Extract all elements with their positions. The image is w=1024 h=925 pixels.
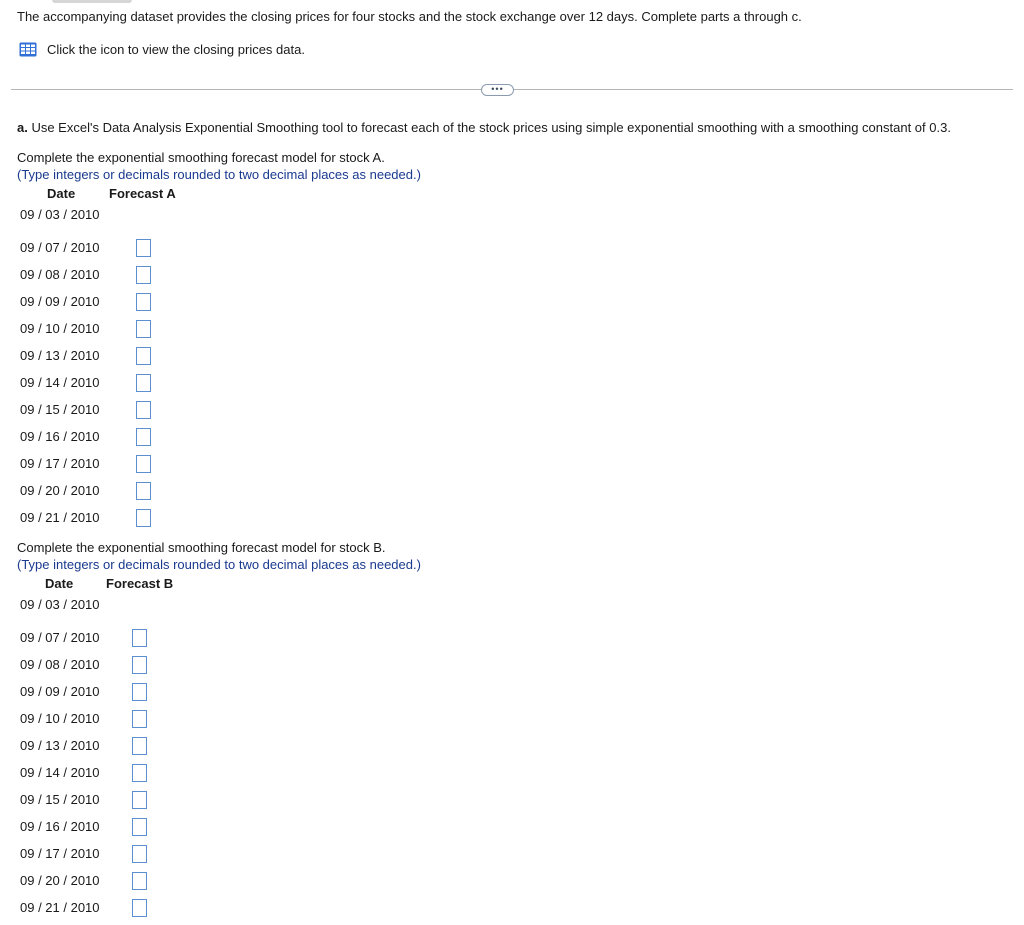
section-a-instruction: Complete the exponential smoothing forecast model for stock A.: [17, 150, 385, 165]
date-cell: 09 / 09 / 2010: [20, 684, 100, 699]
date-cell: 09 / 08 / 2010: [20, 657, 100, 672]
date-cell: 09 / 14 / 2010: [20, 375, 100, 390]
view-data-link[interactable]: [19, 42, 305, 57]
date-cell: 09 / 13 / 2010: [20, 348, 100, 363]
forecast-b-input[interactable]: [132, 656, 147, 674]
more-button[interactable]: [481, 84, 514, 96]
date-cell: 09 / 15 / 2010: [20, 792, 100, 807]
table-row: [20, 288, 151, 315]
table-row: [20, 234, 151, 261]
forecast-a-input[interactable]: [136, 509, 151, 527]
date-cell: 09 / 16 / 2010: [20, 429, 100, 444]
date-cell: 09 / 09 / 2010: [20, 294, 100, 309]
table-row: [20, 369, 151, 396]
col-header-date: Date: [45, 576, 74, 591]
date-cell: 09 / 14 / 2010: [20, 765, 100, 780]
part-a-text: Use Excel's Data Analysis Exponential Smoothing tool to forecast each of the stock prices using simple exponential smoothing with a smoothing constant of 0.3.: [27, 120, 951, 135]
forecast-b-input[interactable]: [132, 872, 147, 890]
table-row: [20, 651, 147, 678]
section-b-instructions: [17, 539, 421, 573]
table-row: [20, 705, 147, 732]
date-cell: 09 / 16 / 2010: [20, 819, 100, 834]
intro-text: The accompanying dataset provides the closing prices for four stocks and the stock exchange over 12 days. Complete parts a through c.: [17, 9, 802, 24]
table-row: [20, 396, 151, 423]
date-cell: 09 / 21 / 2010: [20, 900, 100, 915]
more-dots: •••: [491, 83, 504, 94]
forecast-b-input[interactable]: [132, 629, 147, 647]
date-cell: 09 / 03 / 2010: [20, 207, 100, 222]
forecast-b-input[interactable]: [132, 683, 147, 701]
table-row: [20, 504, 151, 531]
forecast-b-input[interactable]: [132, 737, 147, 755]
forecast-b-input[interactable]: [132, 899, 147, 917]
table-row: [20, 786, 147, 813]
top-tab-indicator: [52, 0, 132, 3]
date-cell: 09 / 10 / 2010: [20, 321, 100, 336]
forecast-b-input[interactable]: [132, 845, 147, 863]
forecast-b-input[interactable]: [132, 818, 147, 836]
date-cell: 09 / 15 / 2010: [20, 402, 100, 417]
table-row: [20, 813, 147, 840]
date-cell: 09 / 07 / 2010: [20, 240, 100, 255]
date-cell: 09 / 20 / 2010: [20, 873, 100, 888]
date-cell: 09 / 03 / 2010: [20, 597, 100, 612]
forecast-a-input[interactable]: [136, 428, 151, 446]
table-row: [20, 477, 151, 504]
table-row: [20, 423, 151, 450]
section-a-instructions: [17, 149, 421, 183]
forecast-b-input[interactable]: [132, 764, 147, 782]
table-row: [20, 624, 147, 651]
section-b-hint: (Type integers or decimals rounded to two decimal places as needed.): [17, 557, 421, 572]
col-header-forecast-b: Forecast B: [106, 576, 174, 591]
forecast-a-input[interactable]: [136, 455, 151, 473]
part-a-label: a.: [17, 120, 28, 135]
table-row: [20, 867, 147, 894]
table-row: [20, 732, 147, 759]
col-header-date: Date: [47, 186, 76, 201]
forecast-a-input[interactable]: [136, 266, 151, 284]
forecast-a-input[interactable]: [136, 320, 151, 338]
part-a-question: [17, 120, 951, 135]
table-icon[interactable]: [19, 42, 37, 57]
date-cell: 09 / 13 / 2010: [20, 738, 100, 753]
date-cell: 09 / 07 / 2010: [20, 630, 100, 645]
table-row: [20, 315, 151, 342]
date-cell: 09 / 17 / 2010: [20, 846, 100, 861]
date-cell: 09 / 20 / 2010: [20, 483, 100, 498]
table-row: [20, 201, 136, 228]
table-row: [20, 591, 132, 618]
table-row: [20, 840, 147, 867]
forecast-b-input[interactable]: [132, 710, 147, 728]
table-row: [20, 450, 151, 477]
table-row: [20, 759, 147, 786]
table-row: [20, 342, 151, 369]
forecast-a-input[interactable]: [136, 374, 151, 392]
table-row: [20, 261, 151, 288]
section-a-hint: (Type integers or decimals rounded to two decimal places as needed.): [17, 167, 421, 182]
date-cell: 09 / 21 / 2010: [20, 510, 100, 525]
table-row: [20, 678, 147, 705]
forecast-b-input[interactable]: [132, 791, 147, 809]
section-b-instruction: Complete the exponential smoothing forecast model for stock B.: [17, 540, 386, 555]
date-cell: 09 / 17 / 2010: [20, 456, 100, 471]
view-data-label[interactable]: Click the icon to view the closing prices data.: [47, 42, 305, 57]
date-cell: 09 / 10 / 2010: [20, 711, 100, 726]
forecast-a-input[interactable]: [136, 347, 151, 365]
forecast-a-input[interactable]: [136, 239, 151, 257]
col-header-forecast-a: Forecast A: [109, 186, 176, 201]
forecast-a-input[interactable]: [136, 293, 151, 311]
table-row: [20, 894, 147, 921]
date-cell: 09 / 08 / 2010: [20, 267, 100, 282]
forecast-a-input[interactable]: [136, 482, 151, 500]
forecast-a-input[interactable]: [136, 401, 151, 419]
